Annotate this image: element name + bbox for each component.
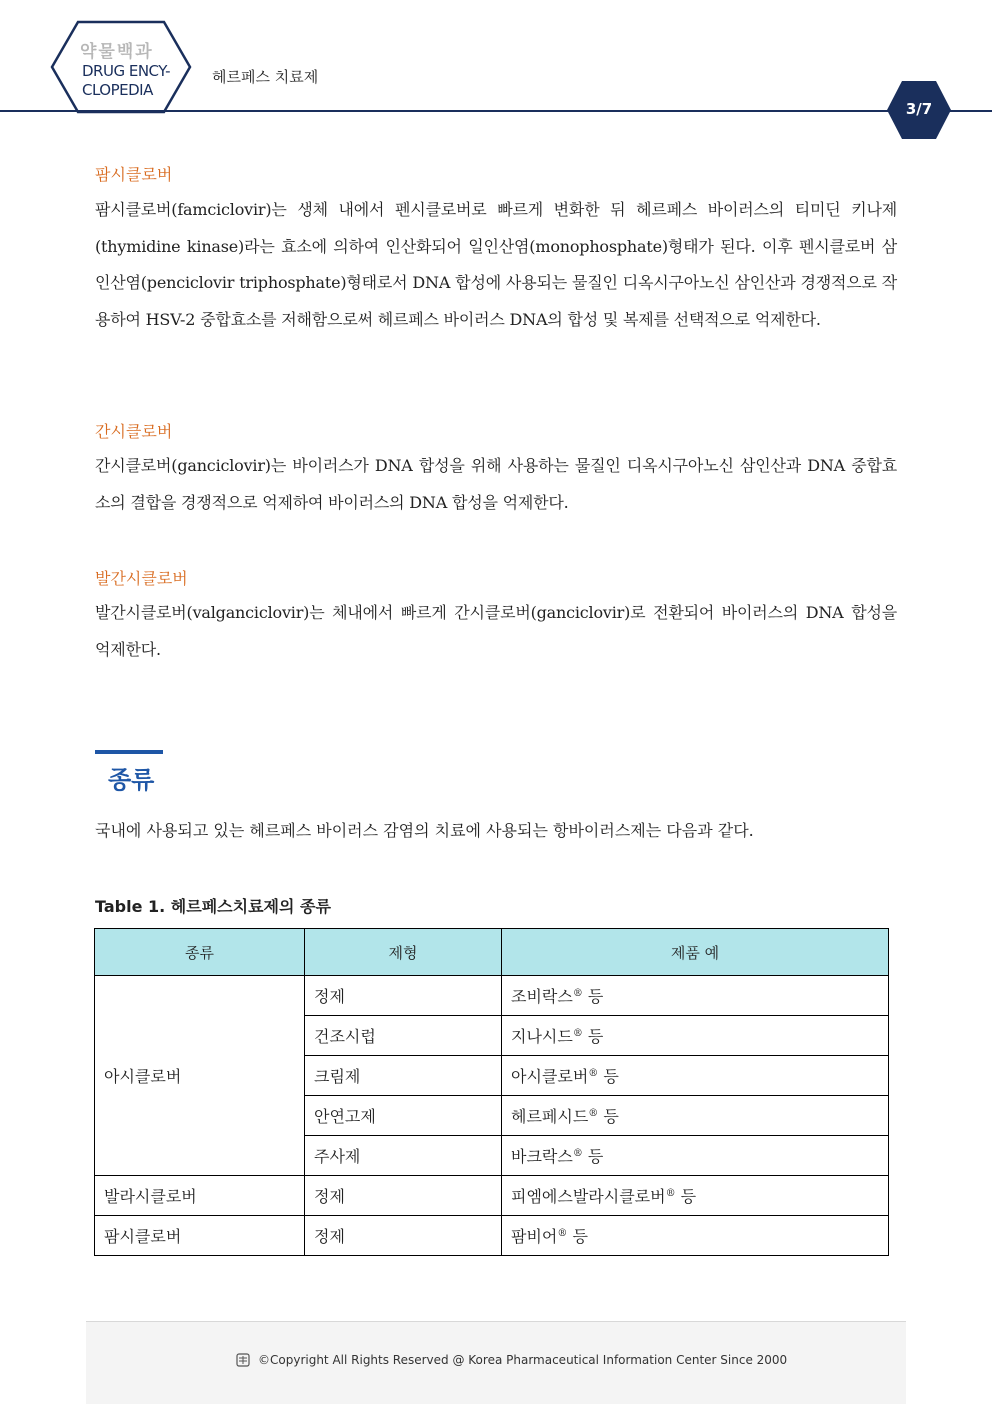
cell-form: 크림제 xyxy=(305,1056,502,1096)
table-row xyxy=(95,1216,889,1256)
section-body-valganciclovir: 발간시클로버(valganciclovir)는 체내에서 빠르게 간시클로버(ganciclovir)로 전환되어 바이러스의 DNA 합성을 억제한다. xyxy=(95,603,897,659)
heading-accent-bar xyxy=(95,750,163,754)
registered-mark: ® xyxy=(572,988,583,999)
cell-type: 팜시클로버 xyxy=(95,1216,305,1256)
column-header-type: 종류 xyxy=(95,929,305,976)
table-caption: Table 1. 헤르페스치료제의 종류 xyxy=(95,897,331,916)
cell-product xyxy=(502,1016,889,1056)
section-title-ganciclovir: 간시클로버 xyxy=(95,422,173,441)
cell-product xyxy=(502,1176,889,1216)
product-suffix: 등 xyxy=(680,1187,697,1206)
section-body-ganciclovir: 간시클로버(ganciclovir)는 바이러스가 DNA 합성을 위해 사용하는 물질인 디옥시구아노신 삼인산과 DNA 중합효소의 결합을 경쟁적으로 억제하여 바이러스의 DNA 합성을 억제한다. xyxy=(95,456,897,512)
drug-types-table xyxy=(94,928,889,1256)
cell-form: 주사제 xyxy=(305,1136,502,1176)
registered-mark: ® xyxy=(588,1068,599,1079)
table-row xyxy=(95,976,889,1016)
logo-english-line2: CLOPEDIA xyxy=(82,81,153,99)
cell-type: 발라시클로버 xyxy=(95,1176,305,1216)
types-heading: 종류 xyxy=(108,766,155,794)
header-divider xyxy=(0,110,992,112)
cell-product xyxy=(502,1056,889,1096)
table-header-row xyxy=(95,929,889,976)
column-header-form: 제형 xyxy=(305,929,502,976)
registered-mark: ® xyxy=(572,1148,583,1159)
registered-mark: ® xyxy=(588,1108,599,1119)
registered-mark: ® xyxy=(572,1028,583,1039)
column-header-product: 제품 예 xyxy=(502,929,889,976)
product-name: 헤르페시드 xyxy=(511,1107,589,1126)
registered-mark: ® xyxy=(665,1188,676,1199)
footer-copyright xyxy=(236,1353,787,1367)
cell-product xyxy=(502,1096,889,1136)
section-title-valganciclovir: 발간시클로버 xyxy=(95,569,188,588)
logo-english-line1: DRUG ENCY- xyxy=(82,62,171,80)
product-suffix: 등 xyxy=(587,987,604,1006)
cell-product xyxy=(502,1216,889,1256)
section-title-famciclovir: 팜시클로버 xyxy=(95,165,173,184)
cell-form: 안연고제 xyxy=(305,1096,502,1136)
logo xyxy=(82,43,182,100)
product-suffix: 등 xyxy=(587,1027,604,1046)
product-name: 바크락스 xyxy=(511,1147,573,1166)
cell-type: 아시클로버 xyxy=(95,976,305,1176)
product-name: 지나시드 xyxy=(511,1027,573,1046)
cell-form: 정제 xyxy=(305,1176,502,1216)
product-name: 조비락스 xyxy=(511,987,573,1006)
cell-form: 정제 xyxy=(305,1216,502,1256)
table-row xyxy=(95,1176,889,1216)
product-suffix: 등 xyxy=(587,1147,604,1166)
product-suffix: 등 xyxy=(603,1067,619,1086)
product-suffix: 등 xyxy=(572,1227,588,1246)
cell-form: 건조시럽 xyxy=(305,1016,502,1056)
logo-korean: 약물백과 xyxy=(80,42,154,62)
product-name: 팜비어 xyxy=(511,1227,558,1246)
header-title: 헤르페스 치료제 xyxy=(212,68,319,86)
page-number: 3/7 xyxy=(905,100,933,118)
cell-product xyxy=(502,1136,889,1176)
cell-form: 정제 xyxy=(305,976,502,1016)
product-name: 아시클로버 xyxy=(511,1067,589,1086)
registered-mark: ® xyxy=(557,1228,568,1239)
product-name: 피엠에스발라시클로버 xyxy=(511,1187,666,1206)
footer-text: ©Copyright All Rights Reserved @ Korea Pharmaceutical Information Center Since 2000 xyxy=(258,1353,788,1367)
kpic-seal-icon xyxy=(236,1353,250,1367)
types-intro: 국내에 사용되고 있는 헤르페스 바이러스 감염의 치료에 사용되는 항바이러스제는 다음과 같다. xyxy=(95,821,754,840)
section-body-famciclovir: 팜시클로버(famciclovir)는 생체 내에서 펜시클로버로 빠르게 변화한 뒤 헤르페스 바이러스의 티미딘 키나제(thymidine kinase)라는 효소에 의하여 인산화되어 일인산염(monophosphate)형태가 된다. 이후 펜시클로버 삼인산염(penciclovir triphosphate)형태로서 DNA 합성에 사용되는 물질인 디옥시구아노신 삼인산과 경쟁적으로 작용하여 HSV-2 중합효소를 저해함으로써 헤르페스 바이러스 DNA의 합성 및 복제를 선택적으로 억제한다. xyxy=(95,200,897,329)
cell-product xyxy=(502,976,889,1016)
product-suffix: 등 xyxy=(603,1107,619,1126)
